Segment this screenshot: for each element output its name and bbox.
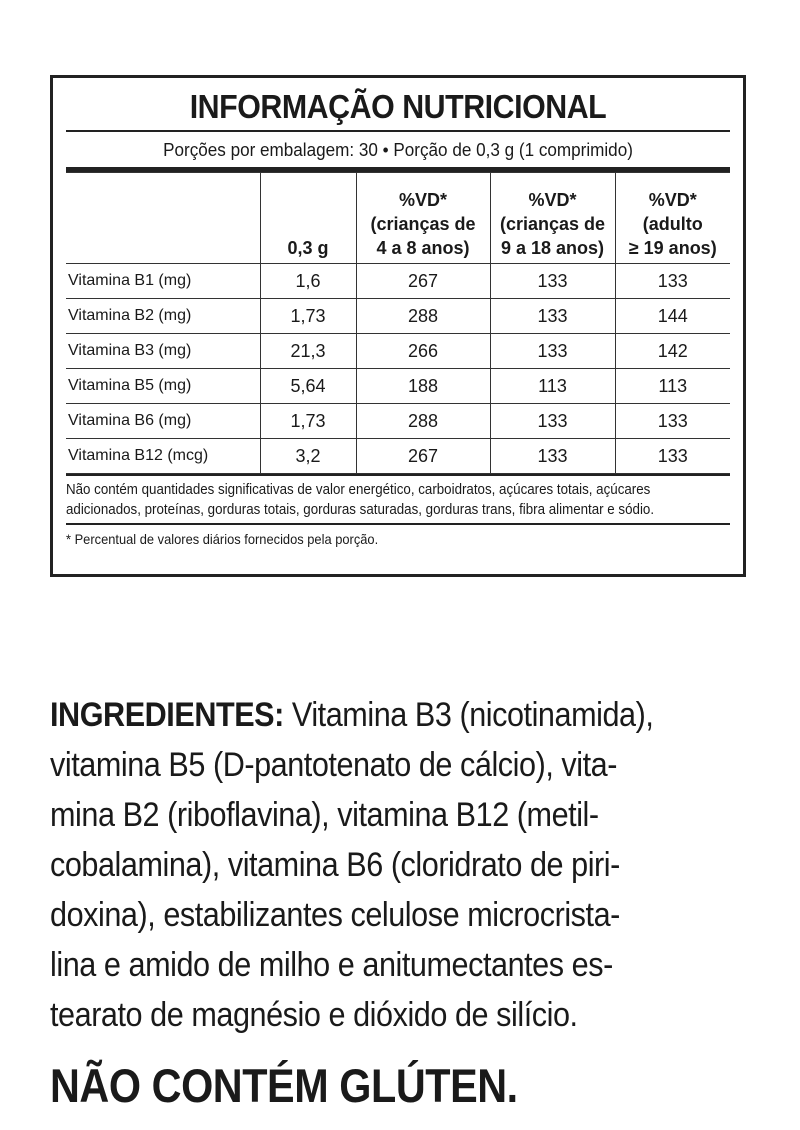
vd-kids-4-8: 288 [356, 404, 490, 439]
vd-kids-9-18: 133 [490, 404, 615, 439]
vd-kids-9-18: 133 [490, 264, 615, 299]
nutrition-table [66, 172, 730, 474]
nutrient-name: Vitamina B5 (mg) [66, 369, 260, 404]
nutrient-amount: 1,73 [260, 299, 356, 334]
vd-kids-9-18: 113 [490, 369, 615, 404]
table-row [66, 299, 730, 334]
vd-kids-4-8: 188 [356, 369, 490, 404]
table-row [66, 369, 730, 404]
vd-adult: 113 [615, 369, 730, 404]
gluten-warning: NÃO CONTÉM GLÚTEN. [50, 1059, 518, 1112]
ingredients-line: cobalamina), vitamina B6 (cloridrato de piri- [50, 846, 620, 884]
vd-kids-9-18: 133 [490, 439, 615, 474]
vd-kids-4-8: 267 [356, 264, 490, 299]
ingredients-line: lina e amido de milho e anitumectantes es- [50, 946, 613, 984]
nutrient-amount: 1,73 [260, 404, 356, 439]
vd-kids-4-8: 267 [356, 439, 490, 474]
ingredients-text [50, 690, 750, 1040]
ingredients-line: tearato de magnésio e dióxido de silício. [50, 996, 578, 1034]
nutrient-name: Vitamina B2 (mg) [66, 299, 260, 334]
nutrient-name: Vitamina B12 (mcg) [66, 439, 260, 474]
ingredients-line: doxina), estabilizantes celulose microcrista- [50, 896, 620, 934]
header-nutrient [66, 173, 260, 264]
header-vd-kids-4-8: %VD* (crianças de 4 a 8 anos) [356, 173, 490, 264]
ingredients-line: vitamina B5 (D-pantotenato de cálcio), vita- [50, 746, 617, 784]
header-amount: 0,3 g [260, 173, 356, 264]
vd-adult: 144 [615, 299, 730, 334]
vd-kids-4-8: 266 [356, 334, 490, 369]
table-header-row [66, 173, 730, 264]
vd-adult: 133 [615, 439, 730, 474]
nutrient-name: Vitamina B3 (mg) [66, 334, 260, 369]
nutrition-note: Não contém quantidades significativas de valor energético, carboidratos, açúcares totais, açúcares adicionados, proteínas, gorduras totais, gorduras saturadas, gorduras trans, fibra alimentar e sódio. [66, 482, 655, 518]
header-vd-adult: %VD* (adulto ≥ 19 anos) [615, 173, 730, 264]
ingredients-line: INGREDIENTES: Vitamina B3 (nicotinamida), [50, 696, 654, 734]
vd-adult: 142 [615, 334, 730, 369]
ingredients-label: INGREDIENTES: [50, 696, 284, 734]
nutrient-amount: 21,3 [260, 334, 356, 369]
vd-adult: 133 [615, 264, 730, 299]
nutrition-facts-panel [50, 75, 746, 577]
nutrition-title: INFORMAÇÃO NUTRICIONAL [189, 88, 607, 125]
vd-kids-9-18: 133 [490, 299, 615, 334]
table-row [66, 404, 730, 439]
vd-kids-4-8: 288 [356, 299, 490, 334]
header-vd-kids-9-18: %VD* (crianças de 9 a 18 anos) [490, 173, 615, 264]
nutrient-amount: 5,64 [260, 369, 356, 404]
ingredients-line: mina B2 (riboflavina), vitamina B12 (metil- [50, 796, 599, 834]
table-row [66, 439, 730, 474]
nutrient-amount: 1,6 [260, 264, 356, 299]
table-row [66, 334, 730, 369]
table-row [66, 264, 730, 299]
nutrient-amount: 3,2 [260, 439, 356, 474]
portions-info: Porções por embalagem: 30 • Porção de 0,3 g (1 comprimido) [163, 140, 633, 160]
nutrient-name: Vitamina B6 (mg) [66, 404, 260, 439]
vd-kids-9-18: 133 [490, 334, 615, 369]
vd-adult: 133 [615, 404, 730, 439]
nutrient-name: Vitamina B1 (mg) [66, 264, 260, 299]
nutrition-footnote: * Percentual de valores diários fornecidos pela porção. [66, 531, 379, 547]
